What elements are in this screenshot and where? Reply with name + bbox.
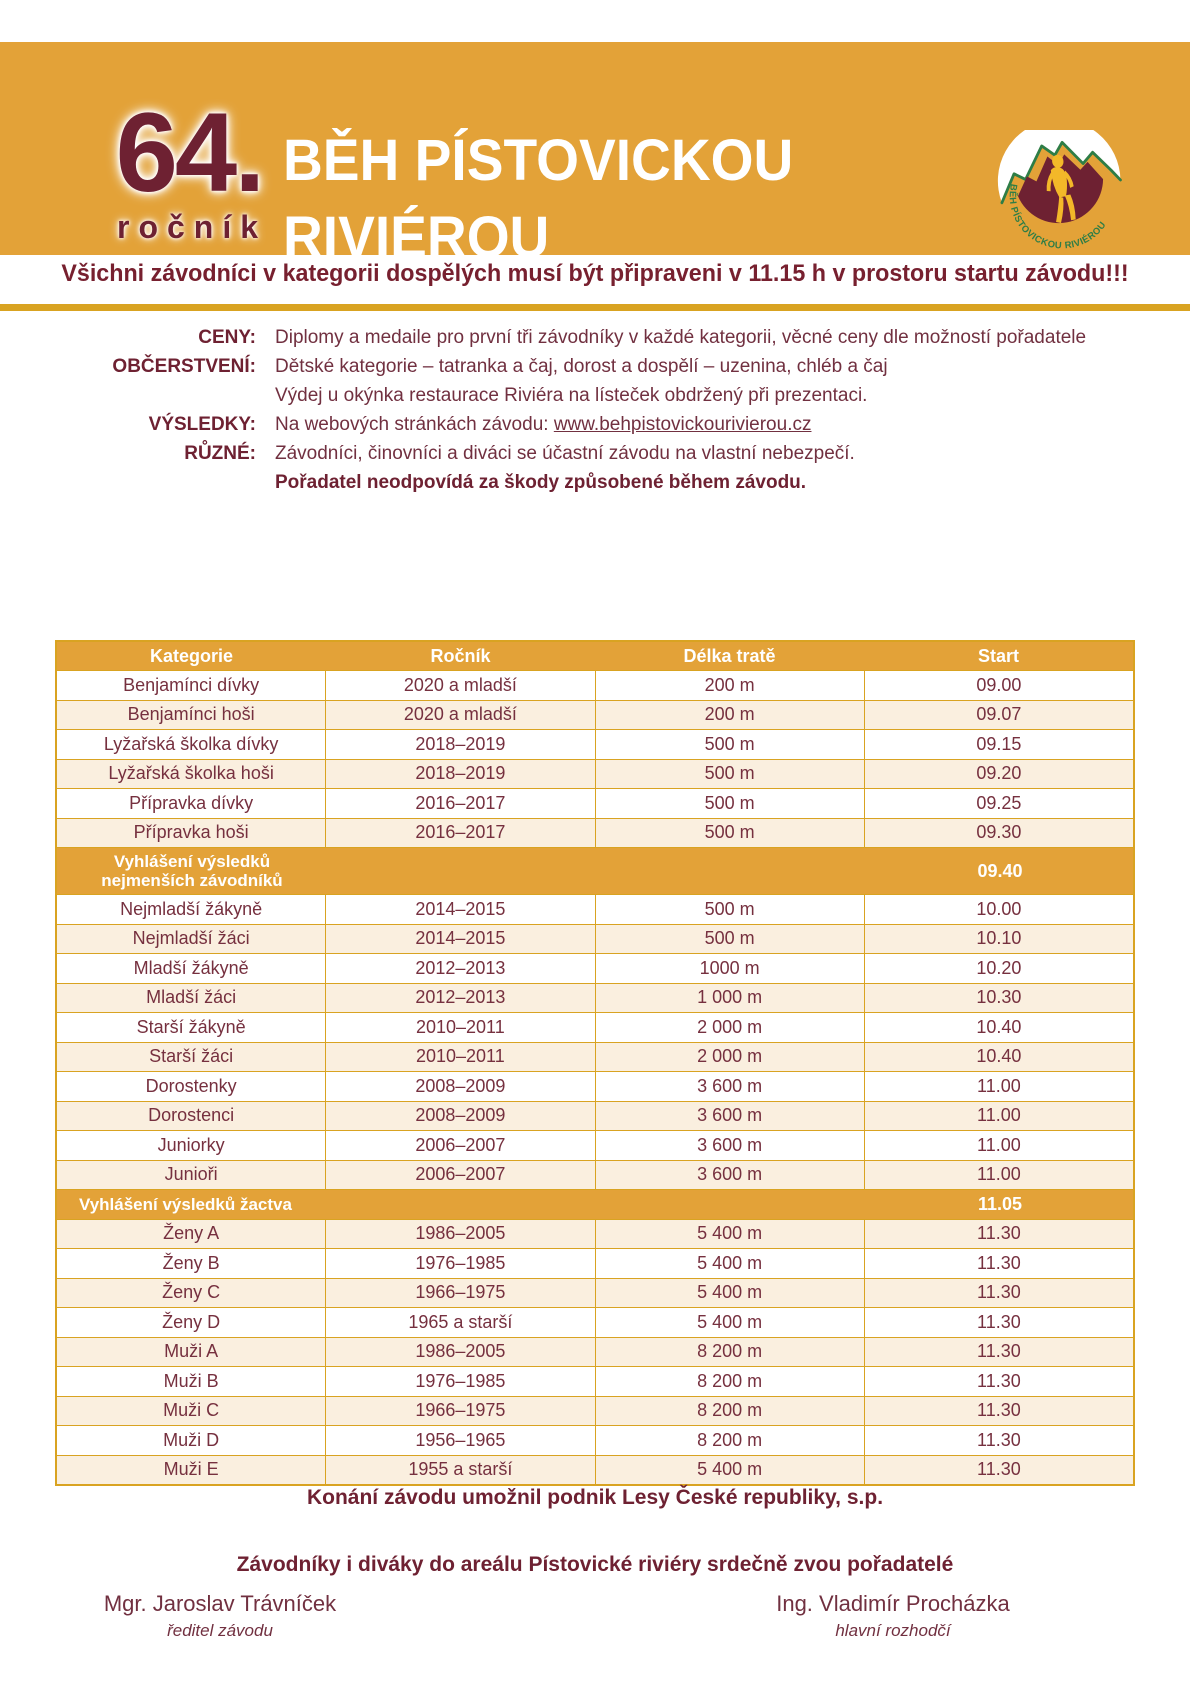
section-banner-label-line: Vyhlášení výsledků žactva bbox=[79, 1194, 292, 1214]
table-row bbox=[57, 759, 1133, 789]
table-cell: Dorostenci bbox=[57, 1102, 326, 1131]
notice-banner: Všichni závodníci v kategorii dospělých musí být připraveni v 11.15 h v prostoru startu závodu!!! bbox=[61, 260, 1129, 287]
info-row bbox=[0, 410, 1125, 439]
table-cell: 2 000 m bbox=[596, 1013, 865, 1042]
table-cell: Přípravka hoši bbox=[57, 819, 326, 848]
signatory-role: ředitel závodu bbox=[167, 1621, 273, 1640]
table-cell: 2006–2007 bbox=[326, 1131, 595, 1160]
table-row bbox=[57, 818, 1133, 848]
info-row bbox=[0, 439, 1125, 468]
table-cell: 500 m bbox=[596, 925, 865, 954]
info-text: Výdej u okýnka restaurace Riviéra na lísteček obdržený při prezentaci. bbox=[275, 385, 868, 406]
table-row bbox=[57, 1425, 1133, 1455]
table-cell: 5 400 m bbox=[596, 1308, 865, 1337]
section-banner-label-line: nejmenších závodníků bbox=[101, 871, 283, 890]
table-row bbox=[57, 1396, 1133, 1426]
table-cell: 1000 m bbox=[596, 954, 865, 983]
table-cell: 8 200 m bbox=[596, 1338, 865, 1367]
table-row bbox=[57, 1248, 1133, 1278]
info-row bbox=[0, 352, 1125, 381]
info-label bbox=[0, 381, 256, 410]
table-cell: Ženy A bbox=[57, 1220, 326, 1249]
table-cell: 2014–2015 bbox=[326, 895, 595, 924]
edition-badge bbox=[84, 90, 294, 246]
section-banner-start-time: 09.40 bbox=[977, 860, 1023, 881]
table-row bbox=[57, 1130, 1133, 1160]
table-cell: Muži E bbox=[57, 1456, 326, 1485]
info-section bbox=[0, 323, 1125, 497]
table-row bbox=[57, 1366, 1133, 1396]
table-cell: 1 000 m bbox=[596, 984, 865, 1013]
table-row bbox=[57, 1160, 1133, 1190]
table-cell: 8 200 m bbox=[596, 1426, 865, 1455]
table-row bbox=[57, 1101, 1133, 1131]
table-cell: 5 400 m bbox=[596, 1249, 865, 1278]
table-cell: Juniorky bbox=[57, 1131, 326, 1160]
column-header: Ročník bbox=[430, 645, 491, 666]
table-cell: 10.20 bbox=[976, 957, 1022, 978]
table-cell: 2010–2011 bbox=[326, 1043, 595, 1072]
table-cell: Benjamínci dívky bbox=[57, 671, 326, 700]
section-banner-label bbox=[57, 1190, 867, 1219]
page-title bbox=[283, 122, 793, 276]
table-cell: 10.40 bbox=[976, 1016, 1022, 1037]
table-cell: 2014–2015 bbox=[326, 925, 595, 954]
info-label: CENY: bbox=[198, 327, 256, 348]
signatory-role: hlavní rozhodčí bbox=[835, 1621, 951, 1640]
table-cell: 8 200 m bbox=[596, 1397, 865, 1426]
logo-ring-text: BĚH PÍSTOVICKOU RIVIÉROU bbox=[1007, 183, 1108, 251]
section-banner-label-line: Vyhlášení výsledků bbox=[113, 852, 271, 871]
info-label: RŮZNÉ: bbox=[184, 443, 256, 464]
column-header: Délka tratě bbox=[683, 645, 776, 666]
table-cell: Mladší žáci bbox=[57, 984, 326, 1013]
table-cell: 11.30 bbox=[977, 1429, 1021, 1450]
divider-rule bbox=[0, 304, 1190, 311]
table-cell: 1965 a starší bbox=[326, 1308, 595, 1337]
section-banner-start-time: 11.05 bbox=[977, 1193, 1023, 1214]
signatory-name: Ing. Vladimír Procházka bbox=[776, 1591, 1010, 1616]
table-cell: Ženy B bbox=[57, 1249, 326, 1278]
info-text: Pořadatel neodpovídá za škody způsobené během závodu. bbox=[275, 472, 807, 493]
table-cell: 1976–1985 bbox=[326, 1367, 595, 1396]
table-cell: 2016–2017 bbox=[326, 789, 595, 818]
table-row bbox=[57, 1337, 1133, 1367]
table-cell: 1976–1985 bbox=[326, 1249, 595, 1278]
invite-line: Závodníky i diváky do areálu Pístovické riviéry srdečně zvou pořadatelé bbox=[236, 1553, 954, 1576]
table-cell: 1966–1975 bbox=[326, 1397, 595, 1426]
page-title-line1: BĚH PÍSTOVICKOU bbox=[283, 128, 794, 193]
table-cell: 09.07 bbox=[976, 704, 1022, 725]
table-cell: 2016–2017 bbox=[326, 819, 595, 848]
schedule-table bbox=[55, 640, 1135, 1486]
table-cell: 11.00 bbox=[977, 1075, 1021, 1096]
info-row bbox=[0, 381, 1125, 410]
section-banner-label bbox=[57, 848, 867, 894]
table-cell: 11.00 bbox=[977, 1105, 1021, 1126]
table-cell: Starší žáci bbox=[57, 1043, 326, 1072]
table-cell: 10.30 bbox=[976, 987, 1022, 1008]
table-cell: 200 m bbox=[596, 671, 865, 700]
info-row bbox=[0, 468, 1125, 497]
table-cell: 5 400 m bbox=[596, 1456, 865, 1485]
table-cell: 2008–2009 bbox=[326, 1102, 595, 1131]
table-header-row bbox=[57, 642, 1133, 670]
table-cell: 11.30 bbox=[977, 1459, 1021, 1480]
table-cell: 09.20 bbox=[976, 763, 1022, 784]
table-row bbox=[57, 729, 1133, 759]
table-cell: 09.30 bbox=[976, 822, 1022, 843]
table-cell: 10.10 bbox=[976, 928, 1022, 949]
column-header: Start bbox=[977, 645, 1019, 666]
table-cell: 2 000 m bbox=[596, 1043, 865, 1072]
table-cell: Muži D bbox=[57, 1426, 326, 1455]
table-row bbox=[57, 670, 1133, 700]
table-cell: 11.30 bbox=[977, 1311, 1021, 1332]
table-cell: 500 m bbox=[596, 760, 865, 789]
table-cell: 5 400 m bbox=[596, 1220, 865, 1249]
table-cell: 2018–2019 bbox=[326, 730, 595, 759]
info-text-prefix: Na webových stránkách závodu: bbox=[275, 414, 554, 435]
table-cell: 10.00 bbox=[976, 898, 1022, 919]
table-cell: 2012–2013 bbox=[326, 954, 595, 983]
table-cell: Starší žákyně bbox=[57, 1013, 326, 1042]
info-text: Diplomy a medaile pro první tři závodníky v každé kategorii, věcné ceny dle možností pořadatele bbox=[275, 327, 1087, 348]
table-cell: 5 400 m bbox=[596, 1279, 865, 1308]
table-cell: Ženy D bbox=[57, 1308, 326, 1337]
table-cell: 11.30 bbox=[977, 1400, 1021, 1421]
table-row bbox=[57, 924, 1133, 954]
table-cell: 1955 a starší bbox=[326, 1456, 595, 1485]
edition-number: 64. bbox=[115, 90, 263, 215]
signatory-director bbox=[65, 1591, 375, 1641]
table-cell: 3 600 m bbox=[596, 1072, 865, 1101]
table-cell: 2008–2009 bbox=[326, 1072, 595, 1101]
table-cell: Mladší žákyně bbox=[57, 954, 326, 983]
info-label: VÝSLEDKY: bbox=[148, 414, 256, 435]
table-cell: 3 600 m bbox=[596, 1161, 865, 1190]
table-cell: 500 m bbox=[596, 789, 865, 818]
table-cell: 11.30 bbox=[977, 1223, 1021, 1244]
table-cell: 11.30 bbox=[977, 1341, 1021, 1362]
table-cell: 1966–1975 bbox=[326, 1279, 595, 1308]
table-cell: 11.30 bbox=[977, 1282, 1021, 1303]
results-website-link[interactable]: www.behpistovickourivierou.cz bbox=[553, 414, 812, 435]
table-cell: Lyžařská školka dívky bbox=[57, 730, 326, 759]
table-cell: 1956–1965 bbox=[326, 1426, 595, 1455]
table-cell: 500 m bbox=[596, 819, 865, 848]
table-cell: 2020 a mladší bbox=[326, 701, 595, 730]
table-cell: 11.30 bbox=[977, 1252, 1021, 1273]
table-row bbox=[57, 894, 1133, 924]
table-cell: Přípravka dívky bbox=[57, 789, 326, 818]
header-band bbox=[0, 42, 1190, 270]
table-cell: 2020 a mladší bbox=[326, 671, 595, 700]
table-row bbox=[57, 1071, 1133, 1101]
table-cell: Muži C bbox=[57, 1397, 326, 1426]
table-cell: Nejmladší žáci bbox=[57, 925, 326, 954]
table-cell: Dorostenky bbox=[57, 1072, 326, 1101]
table-cell: 500 m bbox=[596, 895, 865, 924]
table-row bbox=[57, 1307, 1133, 1337]
race-logo bbox=[996, 130, 1128, 262]
table-row bbox=[57, 700, 1133, 730]
info-text bbox=[275, 410, 811, 439]
table-cell: 500 m bbox=[596, 730, 865, 759]
table-cell: 200 m bbox=[596, 701, 865, 730]
table-row bbox=[57, 983, 1133, 1013]
table-cell: 10.40 bbox=[976, 1046, 1022, 1067]
table-cell: 2012–2013 bbox=[326, 984, 595, 1013]
table-cell: Ženy C bbox=[57, 1279, 326, 1308]
table-cell: Junioři bbox=[57, 1161, 326, 1190]
section-banner-row bbox=[57, 1189, 1133, 1219]
table-cell: 8 200 m bbox=[596, 1367, 865, 1396]
table-cell: 11.00 bbox=[977, 1134, 1021, 1155]
info-label bbox=[0, 468, 256, 497]
table-cell: 2006–2007 bbox=[326, 1161, 595, 1190]
info-row bbox=[0, 323, 1125, 352]
table-cell: Muži B bbox=[57, 1367, 326, 1396]
section-banner-row bbox=[57, 847, 1133, 894]
table-cell: 09.15 bbox=[976, 733, 1022, 754]
table-cell: 09.25 bbox=[976, 792, 1022, 813]
table-cell: 2018–2019 bbox=[326, 760, 595, 789]
table-row bbox=[57, 1219, 1133, 1249]
table-cell: Nejmladší žákyně bbox=[57, 895, 326, 924]
table-row bbox=[57, 953, 1133, 983]
table-cell: 3 600 m bbox=[596, 1131, 865, 1160]
info-label: OBČERSTVENÍ: bbox=[112, 356, 256, 377]
info-text: Závodníci, činovníci a diváci se účastní závodu na vlastní nebezpečí. bbox=[275, 443, 855, 464]
table-cell: 2010–2011 bbox=[326, 1013, 595, 1042]
page-title-line2: RIVIÉROU bbox=[283, 205, 550, 270]
table-cell: 1986–2005 bbox=[326, 1220, 595, 1249]
signatory-referee bbox=[738, 1591, 1048, 1641]
table-cell: Muži A bbox=[57, 1338, 326, 1367]
table-row bbox=[57, 1278, 1133, 1308]
table-cell: Benjamínci hoši bbox=[57, 701, 326, 730]
info-text: Dětské kategorie – tatranka a čaj, dorost a dospělí – uzenina, chléb a čaj bbox=[275, 356, 888, 377]
table-row bbox=[57, 1455, 1133, 1485]
table-cell: 09.00 bbox=[976, 674, 1022, 695]
table-row bbox=[57, 1042, 1133, 1072]
sponsor-line: Konání závodu umožnil podnik Lesy České republiky, s.p. bbox=[306, 1486, 884, 1509]
table-cell: 11.00 bbox=[977, 1164, 1021, 1185]
table-cell: 3 600 m bbox=[596, 1102, 865, 1131]
table-row bbox=[57, 1012, 1133, 1042]
table-cell: Lyžařská školka hoši bbox=[57, 760, 326, 789]
signatory-name: Mgr. Jaroslav Trávníček bbox=[103, 1591, 337, 1616]
table-cell: 11.30 bbox=[977, 1370, 1021, 1391]
column-header: Kategorie bbox=[149, 645, 234, 666]
table-row bbox=[57, 788, 1133, 818]
table-cell: 1986–2005 bbox=[326, 1338, 595, 1367]
edition-label: ročník bbox=[116, 209, 268, 245]
